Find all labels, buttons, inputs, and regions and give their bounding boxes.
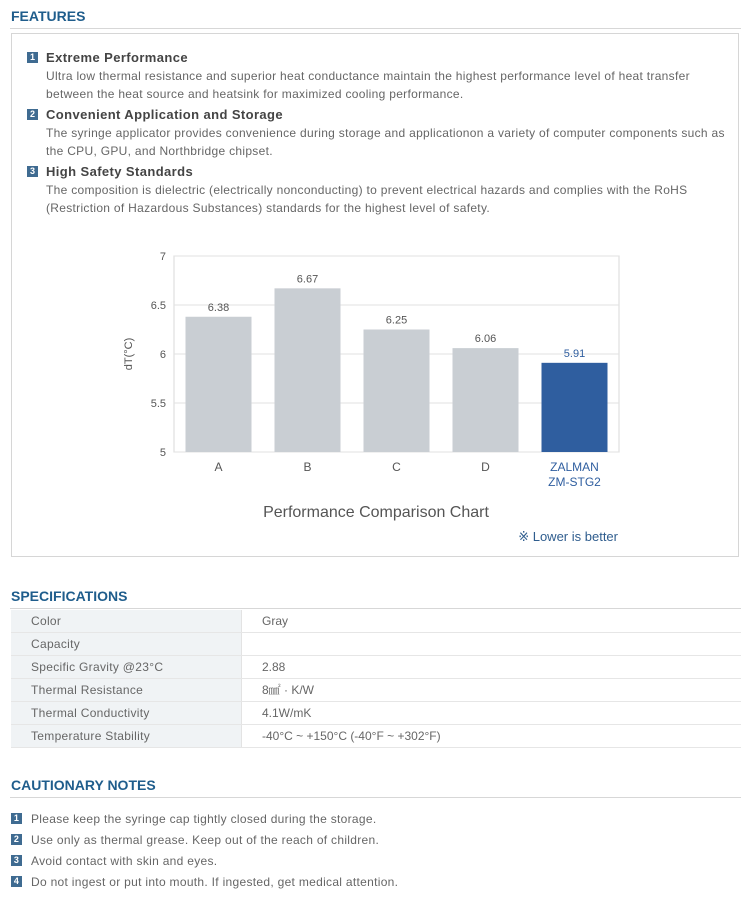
list-item	[11, 829, 731, 850]
y-tick-label: 5	[159, 447, 166, 459]
number-badge-icon: 3	[11, 855, 22, 866]
y-tick-label: 7	[159, 251, 166, 263]
caution-list	[11, 808, 731, 892]
bar	[453, 348, 519, 452]
caution-text: Avoid contact with skin and eyes.	[31, 853, 218, 868]
feature-description: The syringe applicator provides convenience during storage and applicationon a variety of computer components such as the CPU, GPU, and Northbridge chipset.	[46, 126, 725, 158]
spec-label: Capacity	[11, 633, 242, 655]
number-badge-icon: 1	[27, 52, 38, 63]
spec-value	[242, 633, 262, 655]
specifications-heading: SPECIFICATIONS	[11, 588, 128, 604]
spec-value: -40°C ~ +150°C (-40°F ~ +302°F)	[262, 729, 441, 743]
y-axis-label: dT(°C)	[123, 337, 135, 371]
number-badge-icon: 2	[11, 834, 22, 845]
data-label: 6.38	[207, 301, 230, 314]
x-tick-label: B	[303, 460, 312, 474]
feature-description: The composition is dielectric (electrically nonconducting) to prevent electrical hazards and complies with the RoHS (Restriction of Hazardous Substances) standards for the highest level of safety.	[46, 183, 688, 215]
spec-value: 2.88	[262, 660, 286, 674]
specifications-table	[11, 610, 741, 748]
data-label: 6.06	[474, 333, 497, 346]
number-badge-icon: 3	[27, 166, 38, 177]
x-tick-label: A	[214, 460, 223, 474]
number-badge-icon: 2	[27, 109, 38, 120]
table-row	[11, 679, 741, 702]
spec-label: Specific Gravity @23°C	[11, 656, 242, 678]
data-label: 5.91	[563, 347, 586, 360]
bar	[275, 288, 341, 452]
bar	[364, 330, 430, 453]
caution-text: Use only as thermal grease. Keep out of the reach of children.	[31, 832, 380, 847]
feature-title: Extreme Performance	[46, 49, 188, 65]
chart-note: ※ Lower is better	[518, 529, 618, 544]
table-row	[11, 633, 741, 656]
cautionary-notes-divider	[10, 797, 741, 798]
chart-title: Performance Comparison Chart	[263, 504, 489, 521]
number-badge-icon: 4	[11, 876, 22, 887]
x-tick-label: ZM-STG2	[548, 475, 601, 489]
specifications-divider	[10, 608, 741, 609]
data-label: 6.25	[385, 314, 408, 327]
table-row	[11, 702, 741, 725]
caution-text: Do not ingest or put into mouth. If ingested, get medical attention.	[31, 874, 399, 889]
spec-value: Gray	[262, 614, 289, 628]
table-row	[11, 725, 741, 748]
spec-label: Thermal Resistance	[11, 679, 242, 701]
data-label: 6.67	[296, 273, 319, 286]
performance-chart	[12, 34, 740, 554]
list-item	[11, 850, 731, 871]
table-row	[11, 656, 741, 679]
spec-value: 4.1W/mK	[262, 706, 312, 720]
features-panel	[11, 33, 739, 557]
bar	[542, 363, 608, 452]
feature-description: Ultra low thermal resistance and superior heat conductance maintain the highest performance level of heat transfer between the heat source and heatsink for maximized cooling performance.	[46, 69, 690, 101]
bar	[186, 317, 252, 452]
number-badge-icon: 1	[11, 813, 22, 824]
cautionary-notes-heading: CAUTIONARY NOTES	[11, 777, 156, 793]
y-tick-label: 5.5	[150, 398, 166, 410]
y-tick-label: 6	[159, 349, 166, 361]
spec-label: Color	[11, 610, 242, 632]
x-tick-label: C	[392, 460, 401, 474]
spec-label: Thermal Conductivity	[11, 702, 242, 724]
x-tick-label: D	[481, 460, 490, 474]
list-item	[11, 808, 731, 829]
spec-value: 8㎟ · K/W	[262, 683, 315, 697]
features-heading: FEATURES	[11, 8, 86, 24]
y-tick-label: 6.5	[150, 300, 166, 312]
list-item	[11, 871, 731, 892]
features-divider	[10, 28, 741, 29]
x-tick-label: ZALMAN	[550, 460, 599, 474]
caution-text: Please keep the syringe cap tightly closed during the storage.	[31, 811, 377, 826]
feature-title: Convenient Application and Storage	[46, 106, 284, 122]
table-row	[11, 610, 741, 633]
feature-title: High Safety Standards	[46, 163, 194, 179]
spec-label: Temperature Stability	[11, 725, 242, 747]
